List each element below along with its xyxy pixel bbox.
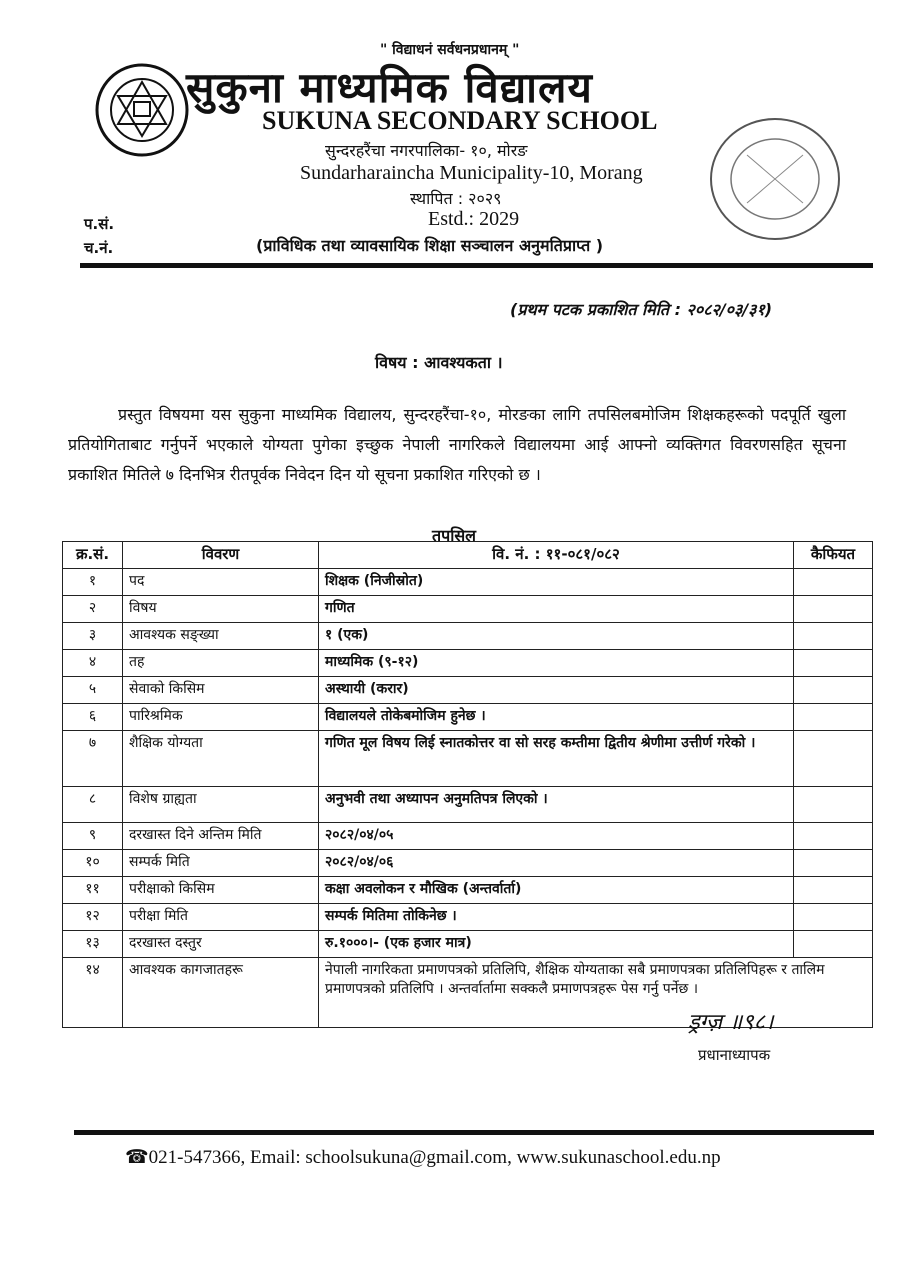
row-item: पद xyxy=(123,569,319,596)
row-item: आवश्यक सङ्ख्या xyxy=(123,623,319,650)
principal-designation: प्रधानाध्यापक xyxy=(698,1046,771,1064)
row-sn: १२ xyxy=(63,904,123,931)
header-remarks: कैफियत xyxy=(794,542,873,569)
table-row xyxy=(63,704,873,731)
table-row xyxy=(63,850,873,877)
table-caption: तपसिल xyxy=(432,526,477,545)
row-value: २०८२/०४/०६ xyxy=(319,850,794,877)
row-value: अनुभवी तथा अध्यापन अनुमतिपत्र लिएको । xyxy=(319,787,794,823)
row-remarks xyxy=(794,596,873,623)
contact-text: 021-547366, Email: schoolsukuna@gmail.com, www.sukunaschool.edu.np xyxy=(148,1147,721,1168)
row-value: सम्पर्क मितिमा तोकिनेछ । xyxy=(319,904,794,931)
row-item: परीक्षाको किसिम xyxy=(123,877,319,904)
row-item: शैक्षिक योग्यता xyxy=(123,731,319,787)
table-row xyxy=(63,877,873,904)
school-name-english: SUKUNA SECONDARY SCHOOL xyxy=(262,106,658,135)
row-sn: १३ xyxy=(63,931,123,958)
header-value: वि. नं. : ११-०८१/०८२ xyxy=(319,542,794,569)
header-item: विवरण xyxy=(123,542,319,569)
dispatch-number-label: च.नं. xyxy=(84,239,114,257)
header-divider xyxy=(80,263,873,268)
row-remarks xyxy=(794,677,873,704)
row-sn: १४ xyxy=(63,958,123,1028)
row-value: अस्थायी (करार) xyxy=(319,677,794,704)
address-nepali: सुन्दरहरैंचा नगरपालिका- १०, मोरङ xyxy=(325,141,528,160)
row-item: आवश्यक कागजातहरू xyxy=(123,958,319,1028)
notice-body: प्रस्तुत विषयमा यस सुकुना माध्यमिक विद्यालय, सुन्दरहरैंचा-१०, मोरङका लागि तपसिलबमोजिम शिक्षकहरूको पदपूर्ति खुला प्रतियोगिताबाट गर्नुपर्ने भएकाले योग्यता पुगेका इच्छुक नेपाली नागरिकले विद्यालयमा आई आफ्नो व्यक्तिगत विवरणसहित सूचना प्रकाशित मितिले ७ दिनभित्र रीतपूर्वक निवेदन दिन यो सूचना प्रकाशित गरिएको छ । xyxy=(68,405,846,484)
row-remarks xyxy=(794,569,873,596)
table-row xyxy=(63,569,873,596)
table-row xyxy=(63,650,873,677)
reference-number-label: प.सं. xyxy=(84,215,115,233)
table-row xyxy=(63,731,873,787)
row-value: १ (एक) xyxy=(319,623,794,650)
motto: " विद्याधनं सर्वधनप्रधानम् " xyxy=(380,42,520,58)
row-sn: ४ xyxy=(63,650,123,677)
school-stamp-icon xyxy=(707,115,843,243)
school-name-nepali: सुकुना माध्यमिक विद्यालय xyxy=(186,63,593,112)
phone-icon: ☎ xyxy=(125,1147,149,1168)
row-value: नेपाली नागरिकता प्रमाणपत्रको प्रतिलिपि, शैक्षिक योग्यताका सबै प्रमाणपत्रका प्रतिलिपिहरू र तालिम प्रमाणपत्रको प्रतिलिपि । अन्तर्वार्तामा सक्कलै प्रमाणपत्रहरू पेस गर्नु पर्नेछ । xyxy=(319,958,873,1028)
row-item: पारिश्रमिक xyxy=(123,704,319,731)
row-sn: ९ xyxy=(63,823,123,850)
notice-subject: विषय : आवश्यकता । xyxy=(375,353,503,372)
permit-note: (प्राविधिक तथा व्यावसायिक शिक्षा सञ्चालन अनुमतिप्राप्त ) xyxy=(256,236,604,255)
table-row xyxy=(63,931,873,958)
school-logo xyxy=(94,62,190,158)
row-sn: ११ xyxy=(63,877,123,904)
table-row xyxy=(63,823,873,850)
established-nepali: स्थापित : २०२९ xyxy=(410,189,502,208)
row-item: तह xyxy=(123,650,319,677)
footer-divider xyxy=(74,1130,874,1135)
row-sn: १० xyxy=(63,850,123,877)
row-value: रु.१०००।- (एक हजार मात्र) xyxy=(319,931,794,958)
row-value: २०८२/०४/०५ xyxy=(319,823,794,850)
table-header-row xyxy=(63,542,873,569)
row-value: विद्यालयले तोकेबमोजिम हुनेछ । xyxy=(319,704,794,731)
row-item: विशेष ग्राह्यता xyxy=(123,787,319,823)
row-remarks xyxy=(794,931,873,958)
row-value: गणित xyxy=(319,596,794,623)
row-remarks xyxy=(794,877,873,904)
established-english: Estd.: 2029 xyxy=(428,208,520,230)
row-remarks xyxy=(794,850,873,877)
row-item: दरखास्त दस्तुर xyxy=(123,931,319,958)
row-remarks xyxy=(794,823,873,850)
row-sn: ६ xyxy=(63,704,123,731)
principal-signature: ड्रग्ज़ ॥९८। xyxy=(688,1010,774,1035)
address-english: Sundarharaincha Municipality-10, Morang xyxy=(300,162,643,184)
table-row xyxy=(63,596,873,623)
row-remarks xyxy=(794,623,873,650)
footer-contact xyxy=(125,1146,721,1169)
table-row xyxy=(63,677,873,704)
row-sn: ८ xyxy=(63,787,123,823)
row-item: विषय xyxy=(123,596,319,623)
row-remarks xyxy=(794,704,873,731)
requirements-table xyxy=(62,541,873,1028)
row-item: सम्पर्क मिति xyxy=(123,850,319,877)
row-value: कक्षा अवलोकन र मौखिक (अन्तर्वार्ता) xyxy=(319,877,794,904)
row-sn: १ xyxy=(63,569,123,596)
row-remarks xyxy=(794,731,873,787)
row-sn: ३ xyxy=(63,623,123,650)
row-item: सेवाको किसिम xyxy=(123,677,319,704)
row-value: माध्यमिक (९-१२) xyxy=(319,650,794,677)
row-sn: २ xyxy=(63,596,123,623)
table-row xyxy=(63,904,873,931)
row-remarks xyxy=(794,787,873,823)
table-row xyxy=(63,787,873,823)
row-remarks xyxy=(794,904,873,931)
row-value: शिक्षक (निजीस्रोत) xyxy=(319,569,794,596)
row-value: गणित मूल विषय लिई स्नातकोत्तर वा सो सरह कम्तीमा द्वितीय श्रेणीमा उत्तीर्ण गरेको । xyxy=(319,731,794,787)
first-published-date: (प्रथम पटक प्रकाशित मिति : २०८२/०३/३१) xyxy=(510,300,773,319)
header-sn: क्र.सं. xyxy=(63,542,123,569)
row-sn: ५ xyxy=(63,677,123,704)
row-item: दरखास्त दिने अन्तिम मिति xyxy=(123,823,319,850)
row-sn: ७ xyxy=(63,731,123,787)
table-row xyxy=(63,623,873,650)
row-remarks xyxy=(794,650,873,677)
row-item: परीक्षा मिति xyxy=(123,904,319,931)
